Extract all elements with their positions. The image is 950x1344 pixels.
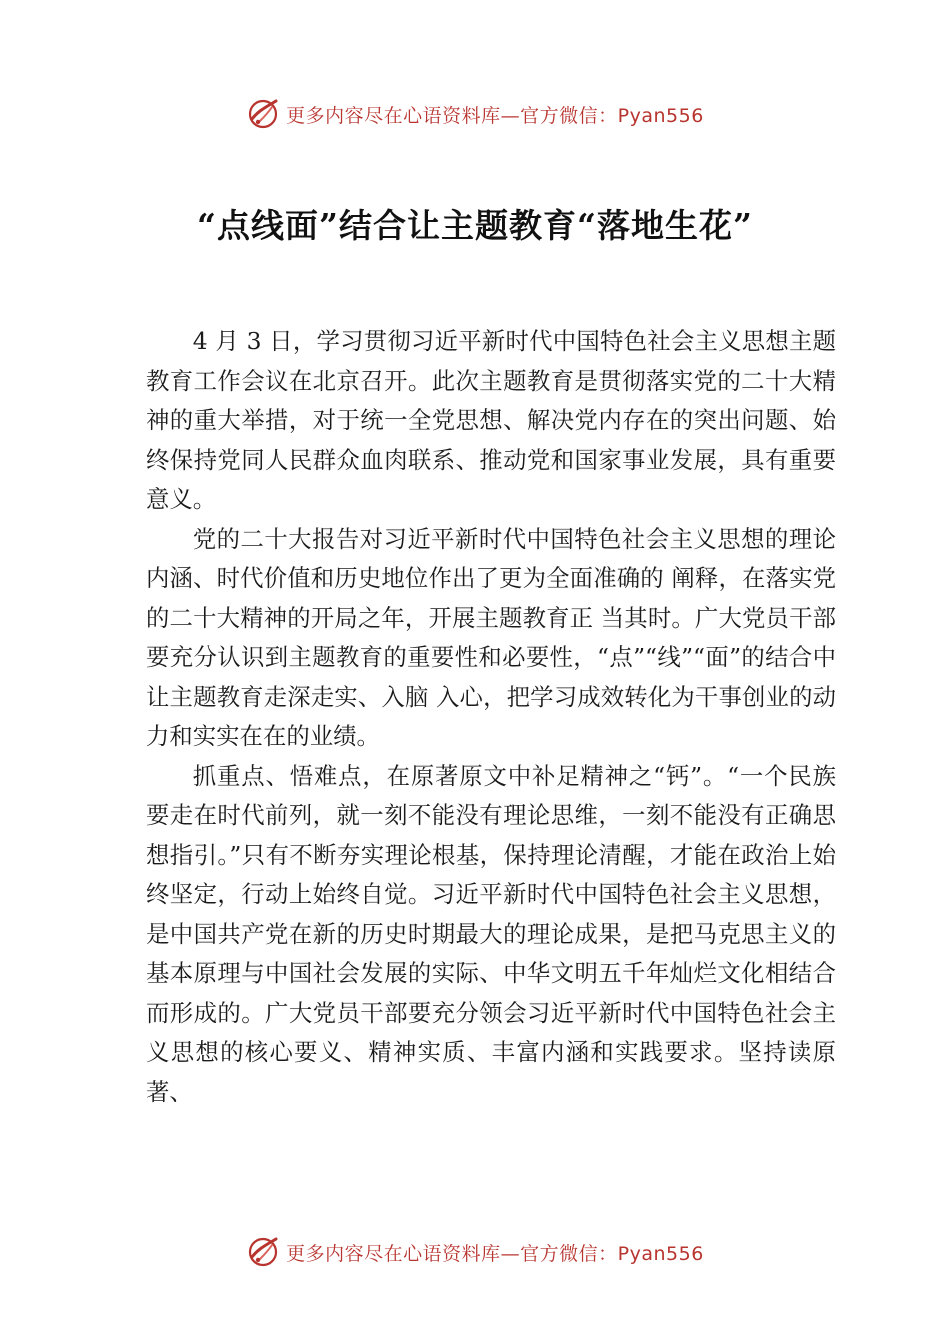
paragraph-3: 抓重点、悟难点，在原著原文中补足精神之“钙”。“一个民族要走在时代前列，就一刻不能没有理论思维，一刻不能没有正确思想指引。”只有不断夯实理论根基，保持理论清醒，才能在政治上始终坚定，行动上始终自觉。习近平新时代中国特色社会主义思想，是中国共产党在新的历史时期最大的理论成果，是把马克思主义的基本原理与中国社会发展的实际、中华文明五千年灿烂文化相结合而形成的。广大党员干部要充分领会习近平新时代中国特色社会主义思想的核心要义、精神实质、丰富内涵和实践要求。坚持读原著、 [146, 761, 836, 1106]
brush-circle-logo-icon [246, 1235, 280, 1269]
paragraph-2: 党的二十大报告对习近平新时代中国特色社会主义思想的理论内涵、时代价值和历史地位作出了更为全面准确的 阐释，在落实党的二十大精神的开局之年，开展主题教育正 当其时。广大党员干部要充分认识到主题教育的重要性和必要性，“点”“线”“面”的结合中让主题教育走深走实、入脑 入心，把学习成效转化为干事创业的动力和实实在在的业绩。 [146, 524, 836, 750]
header-banner-text: 更多内容尽在心语资料库—官方微信：Pyan556 [286, 104, 704, 127]
paragraph-1: 4 月 3 日，学习贯彻习近平新时代中国特色社会主义思想主题教育工作会议在北京召开。此次主题教育是贯彻落实党的二十大精神的重大举措，对于统一全党思想、解决党内存在的突出问题、始终保持党同人民群众血肉联系、推动党和国家事业发展，具有重要意义。 [146, 327, 836, 513]
footer-banner [0, 1232, 950, 1272]
brush-circle-logo-icon [246, 97, 280, 131]
document-title: “点线面”结合让主题教育“落地生花” [197, 206, 753, 245]
document-body [146, 322, 836, 1112]
header-banner [0, 94, 950, 134]
footer-banner-text: 更多内容尽在心语资料库—官方微信：Pyan556 [286, 1242, 704, 1265]
footer-wechat-id: Pyan556 [617, 1242, 704, 1265]
header-wechat-id: Pyan556 [617, 104, 704, 127]
